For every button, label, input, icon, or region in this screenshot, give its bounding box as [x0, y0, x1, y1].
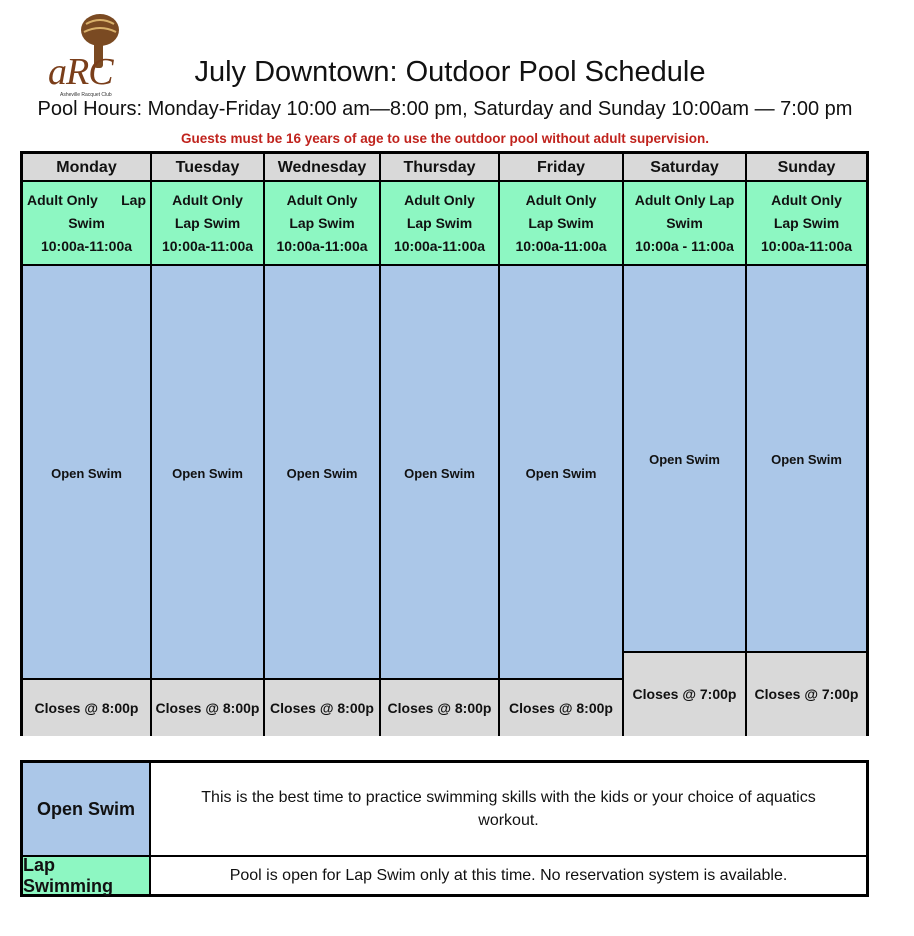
legend-row-open-swim — [23, 763, 866, 857]
closing-time: Closes @ 7:00p — [624, 651, 745, 736]
lap-time: 10:00a-11:00a — [40, 237, 133, 254]
logo-text: aRC — [48, 51, 113, 93]
lap-swim-block — [152, 182, 263, 266]
lap-line2: Lap Swim — [773, 214, 840, 231]
lap-line2: Lap Swim — [528, 214, 594, 231]
lap-line1: Adult Only Lap — [634, 191, 735, 208]
lap-line1: Adult Only — [771, 191, 842, 208]
open-swim-block: Open Swim — [23, 266, 150, 680]
day-column-thursday — [381, 154, 498, 733]
lap-line2: Swim — [666, 214, 703, 231]
lap-time: 10:00a - 11:00a — [635, 237, 734, 254]
day-column-saturday — [624, 154, 745, 733]
lap-line1: Adult Only — [404, 191, 475, 208]
day-column-sunday — [747, 154, 866, 733]
open-swim-block: Open Swim — [381, 266, 498, 680]
pool-hours: Pool Hours: Monday-Friday 10:00 am—8:00 pm, Saturday and Sunday 10:00am — 7:00 pm — [37, 98, 853, 120]
day-column-tuesday — [152, 154, 263, 733]
lap-time: 10:00a-11:00a — [515, 237, 607, 254]
day-header: Wednesday — [265, 154, 379, 182]
open-swim-block: Open Swim — [624, 266, 745, 653]
legend-table — [20, 760, 869, 897]
lap-line1: Adult Only — [172, 191, 243, 208]
day-header: Thursday — [381, 154, 498, 182]
day-column-friday — [500, 154, 622, 733]
legend-description: Pool is open for Lap Swim only at this time. No reservation system is available. — [229, 867, 788, 884]
age-notice: Guests must be 16 years of age to use the outdoor pool without adult supervision. — [180, 131, 710, 146]
lap-line2: Lap Swim — [406, 214, 473, 231]
closing-time: Closes @ 8:00p — [500, 678, 622, 736]
lap-line1: Adult Only — [286, 191, 358, 208]
lap-swim-block — [624, 182, 745, 266]
lap-line2: Lap Swim — [174, 214, 241, 231]
lap-swim-block — [381, 182, 498, 266]
day-column-wednesday — [265, 154, 379, 733]
lap-time: 10:00a-11:00a — [393, 237, 486, 254]
day-header: Monday — [23, 154, 150, 182]
lap-line1: Adult Only — [525, 191, 597, 208]
lap-line2: Swim — [68, 214, 105, 231]
day-column-monday — [23, 154, 150, 733]
day-header: Saturday — [624, 154, 745, 182]
lap-line1: Adult Only Lap — [27, 191, 146, 208]
lap-time: 10:00a-11:00a — [276, 237, 368, 254]
day-header: Tuesday — [152, 154, 263, 182]
day-header: Sunday — [747, 154, 866, 182]
closing-time: Closes @ 8:00p — [265, 678, 379, 736]
logo-subtitle: Asheville Racquet Club — [60, 92, 112, 98]
open-swim-block: Open Swim — [152, 266, 263, 680]
closing-time: Closes @ 8:00p — [23, 678, 150, 736]
lap-swim-block — [265, 182, 379, 266]
lap-time: 10:00a-11:00a — [161, 237, 254, 254]
closing-time: Closes @ 8:00p — [381, 678, 498, 736]
lap-time: 10:00a-11:00a — [760, 237, 853, 254]
legend-row-lap-swimming — [23, 854, 866, 896]
legend-description: This is the best time to practice swimming skills with the kids or your choice of aquatics workout. — [201, 789, 816, 829]
schedule-table — [20, 151, 869, 736]
open-swim-block: Open Swim — [500, 266, 622, 680]
lap-swim-block — [747, 182, 866, 266]
legend-label: Lap Swimming — [23, 857, 151, 894]
lap-line2: Lap Swim — [289, 214, 355, 231]
page-title — [10, 56, 890, 89]
lap-swim-block — [23, 182, 150, 266]
closing-time: Closes @ 8:00p — [152, 678, 263, 736]
lap-swim-block — [500, 182, 622, 266]
legend-label: Open Swim — [23, 763, 151, 855]
page-title-text: July Downtown: Outdoor Pool Schedule — [194, 56, 706, 88]
day-header: Friday — [500, 154, 622, 182]
open-swim-block: Open Swim — [265, 266, 379, 680]
open-swim-block: Open Swim — [747, 266, 866, 653]
closing-time: Closes @ 7:00p — [747, 651, 866, 736]
